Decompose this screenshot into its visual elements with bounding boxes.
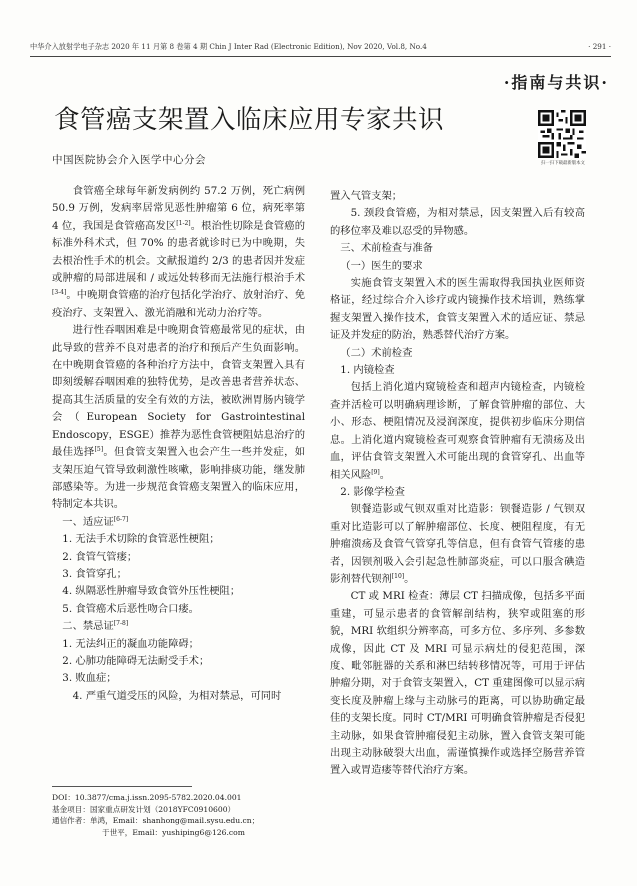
paragraph-text: 1. 无法纠正的凝血功能障碍； <box>62 637 199 650</box>
paragraph-text: 。根治性切除是食管癌的标准外科术式，但 70% 的患者就诊时已为中晚期，失去根治性手术的机会。文献报道约 2/3 的患者因并发症或肿瘤的局部进展和 / 或远处转移而无法施行根治手术 <box>52 219 306 285</box>
footnote-rule <box>52 786 192 787</box>
paragraph-text: 1. 内镜检查 <box>340 364 395 377</box>
running-header <box>30 42 611 52</box>
paragraph <box>52 653 305 670</box>
paragraph-text: 4. 严重气道受压的风险，为相对禁忌，可同时 <box>72 689 282 702</box>
right-column <box>330 188 585 780</box>
paragraph <box>330 484 585 501</box>
paragraph-text: （二）术前检查 <box>340 346 413 359</box>
journal-info: 中华介入放射学电子杂志 2020 年 11 月第 8 卷第 4 期 Chin J Inter Rad (Electronic Edition), Nov 2020, Vol.8, No.4 <box>30 42 427 51</box>
paragraph <box>52 514 305 531</box>
citation-ref: [10] <box>391 572 405 580</box>
paragraph-text: 进行性吞咽困难是中晚期食管癌最常见的症状，由此导致的营养不良对患者的治疗和预后产生负面影响。在中晚期食管癌的各种治疗方法中，食管支架置入具有即刻缓解吞咽困难的独特优势，是改善患者营养状态、提高其生活质量的安全有效的方法，被欧洲胃肠内镜学会（European Society for Gastrointestinal Endoscopy，ESGE）推荐为恶性食管梗阻姑息治疗的最佳选择 <box>52 324 305 459</box>
paragraph-text: 2. 心肺功能障碍无法耐受手术； <box>62 654 210 667</box>
paragraph-text: 。 <box>404 572 415 585</box>
paragraph-text: 钡餐造影或气钡双重对比造影：钡餐造影 / 气钡双重对比造影可以了解肿瘤部位、长度、梗阻程度，有无肿瘤溃疡及食管气管穿孔等信息，但有食管气管瘘的患者，因钡剂吸入会引起急性肺部炎症，可以口服含碘造影剂替代钡剂 <box>330 503 585 585</box>
fund-info: 基金项目：国家重点研发计划（2018YFC0910600） <box>52 804 236 814</box>
citation-ref: [6-7] <box>113 515 129 523</box>
paragraph <box>330 240 585 257</box>
paragraph <box>52 618 305 635</box>
paragraph-text: 。中晚期食管癌的治疗包括化学治疗、放射治疗、免疫治疗、支架置入、激光消融和光动力治疗等。 <box>52 289 305 319</box>
paragraph <box>52 549 305 566</box>
paragraph <box>52 636 305 653</box>
paragraph-text: 2. 影像学检查 <box>340 485 405 498</box>
paragraph <box>52 566 305 583</box>
footnote <box>52 792 312 838</box>
paragraph-text: 一、适应证 <box>62 515 114 528</box>
paragraph-text: 。 <box>379 468 390 481</box>
header-rule <box>30 56 611 57</box>
paragraph <box>52 183 305 322</box>
paragraph <box>330 501 585 588</box>
doi: DOI：10.3877/cma.j.issn.2095-5782.2020.04.001 <box>52 793 242 802</box>
paragraph-text: 5. 颈段食管癌，为相对禁忌，因支架置入后有较高的移位率及难以忍受的异物感。 <box>330 207 585 237</box>
paragraph <box>330 362 585 379</box>
paragraph <box>52 531 305 548</box>
page-number: · 291 · <box>588 42 611 51</box>
paragraph-text: 三、术前检查与准备 <box>340 242 433 255</box>
citation-ref: [9] <box>371 468 380 476</box>
paragraph-text: 食管癌全球每年新发病例约 57.2 万例，死亡病例 50.9 万例，发病率居常见恶性肿瘤第 6 位，病死率第 4 位，我国是食管癌高发区 <box>52 185 305 232</box>
paragraph <box>52 583 305 600</box>
paragraph <box>330 258 585 275</box>
author-line: 中国医院协会介入医学中心分会 <box>52 154 206 166</box>
paragraph-text: 。但食管支架置入也会产生一些并发症，如支架压迫气管导致刺激性咳嗽，影响排痰功能，继发肺部感染等。为进一步规范食管癌支架置入的临床应用，特制定本共识。 <box>52 446 306 511</box>
qr-caption: 扫一扫下载最新版本文 <box>541 161 585 166</box>
qr-code-icon <box>538 110 586 158</box>
paragraph <box>52 688 305 705</box>
paragraph-text: 2. 食管气管瘘； <box>62 550 138 563</box>
section-tag: ·指南与共识· <box>503 73 609 92</box>
corresponding-author-2: 于世平，Email：yushiping6@126.com <box>102 827 245 837</box>
citation-ref: [3-4] <box>52 289 67 297</box>
paragraph <box>330 588 585 779</box>
paragraph <box>330 345 585 362</box>
paragraph <box>330 275 585 345</box>
citation-ref: [7-8] <box>113 620 129 628</box>
paragraph-text: CT 或 MRI 检查：薄层 CT 扫描成像，包括多平面重建，可显示患者的食管解剖结构，狭窄或阻塞的形貌，MRI 软组织分辨率高，可多方位、多序列、多参数成像，因此 CT 及 MRI 可显示病灶的侵犯范围，深度、毗邻脏器的关系和淋巴结转移情况等，可用于评估肿瘤分期，对于食管支架置入，CT 重建图像可以显示病变长度及肿瘤上缘与主动脉弓的距离，可以协助确定最佳的支架长度。同时 CT/MRI 可明确食管肿瘤是否侵犯主动脉，如果食管肿瘤侵犯主动脉，置入食管支架可能出现主动脉破裂大出血，需谨慎操作或选择空肠营养管置入或胃造瘘等替代治疗方案。 <box>330 590 585 777</box>
paragraph-text: 5. 食管癌术后恶性吻合口瘘。 <box>62 602 199 615</box>
paragraph-text: 3. 食管穿孔； <box>62 567 127 580</box>
paragraph <box>330 205 585 240</box>
paragraph-text: 实施食管支架置入术的医生需取得我国执业医师资格证，经过综合介入诊疗或内镜操作技术培训，熟练掌握支架置入操作技术，食管支架置入术的适应证、禁忌证及并发症的防治，熟悉替代治疗方案。 <box>330 277 585 342</box>
corresponding-author-1: 通信作者：单鸿，Email：shanhong@mail.sysu.edu.cn； <box>52 816 260 826</box>
paragraph <box>52 322 305 513</box>
citation-ref: [5] <box>94 446 104 454</box>
paragraph-text: 二、禁忌证 <box>62 620 114 633</box>
article-title: 食管癌支架置入临床应用专家共识 <box>54 105 445 135</box>
paragraph <box>52 601 305 618</box>
citation-ref: [1-2] <box>176 219 191 227</box>
paragraph <box>330 379 585 483</box>
paragraph-text: 4. 纵隔恶性肿瘤导致食管外压性梗阻； <box>62 585 241 598</box>
paragraph <box>52 670 305 687</box>
paragraph-text: 3. 败血症； <box>62 672 117 685</box>
paragraph-text: 置入气管支架； <box>330 190 403 202</box>
paragraph-text: （一）医生的要求 <box>340 259 423 272</box>
paragraph-text: 包括上消化道内窥镜检查和超声内镜检查，内镜检查并活检可以明确病理诊断，了解食管肿瘤的部位、大小、形态、梗阻情况及浸润深度，提供初步临床分期信息。上消化道内窥镜检查可观察食管肿瘤有无溃疡及出血，评估食管支架置入术可能出现的食管穿孔、出血等相关风险 <box>330 381 585 481</box>
left-column <box>52 183 305 705</box>
paragraph <box>330 188 585 205</box>
paragraph-text: 1. 无法手术切除的食管恶性梗阻； <box>62 533 220 546</box>
